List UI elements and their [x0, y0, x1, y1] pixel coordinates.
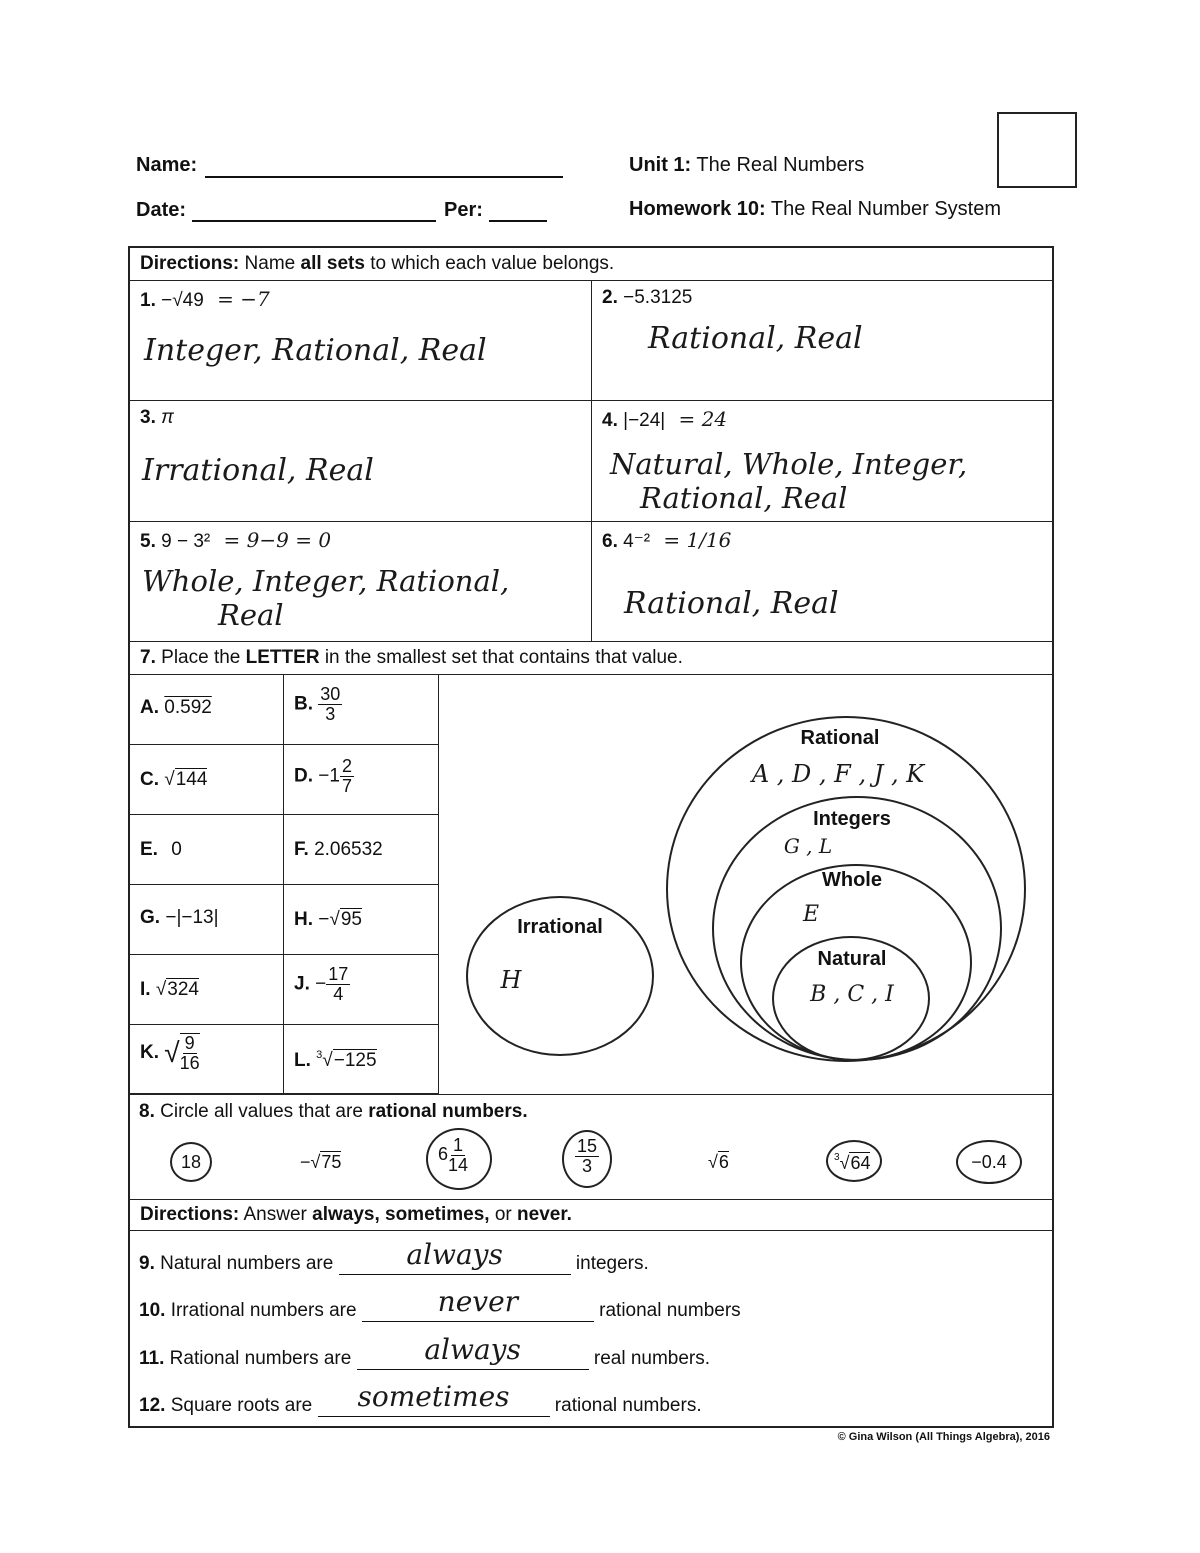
- unit-heading: [629, 154, 864, 177]
- problem-1-number: 1.: [140, 290, 156, 311]
- date-label: Date:: [136, 199, 187, 221]
- problem-4-answer: Natural, Whole, Integer,: [610, 447, 968, 481]
- problem-1-answer: Integer, Rational, Real: [144, 333, 487, 368]
- fill-10: [139, 1285, 741, 1322]
- problem-6-answer: Rational, Real: [624, 586, 839, 621]
- problem-2-number: 2.: [602, 287, 618, 308]
- item-a-value: 0.592: [164, 697, 212, 718]
- q7-text-b: LETTER: [245, 647, 320, 668]
- fill-10-answer-field[interactable]: [362, 1285, 594, 1322]
- date-field[interactable]: [192, 201, 436, 222]
- problem-4-expr: |−24|: [623, 410, 666, 431]
- item-h-value: 95: [340, 909, 362, 930]
- fill-12-suffix: rational numbers.: [554, 1395, 702, 1416]
- problem-5-cell: [129, 521, 592, 642]
- item-j-fraction: $\frac{17}{4}$: [328, 964, 349, 1004]
- fill-10-suffix: rational numbers: [599, 1300, 741, 1321]
- fill-12-number: 12.: [139, 1395, 166, 1416]
- fill-11-answer: always: [424, 1333, 521, 1366]
- q8-value-neg-sqrt-75: −√75: [300, 1152, 342, 1172]
- item-b-letter: B.: [294, 693, 313, 715]
- problem-6-number: 6.: [602, 531, 618, 552]
- item-e-value: 0: [171, 839, 182, 860]
- q8-text-b: rational numbers.: [368, 1101, 528, 1122]
- item-d-fraction: $\frac{2}{7}$: [341, 756, 352, 796]
- q8-value-fraction: $\frac{15}{3}$: [577, 1136, 598, 1176]
- item-k-letter: K.: [140, 1041, 159, 1063]
- item-k-fraction: $\frac{9}{16}$: [179, 1033, 200, 1073]
- period-field[interactable]: [489, 201, 547, 222]
- directions-label: Directions:: [140, 253, 240, 274]
- whole-answers: E: [802, 902, 820, 927]
- q7-item-k: K. √ $\frac{9}{16}$: [129, 1024, 284, 1094]
- q7-item-l: L. $^3$√−125: [283, 1024, 439, 1094]
- fill-9-prefix: Natural numbers are: [160, 1253, 334, 1274]
- directions-text-b: all sets: [300, 253, 365, 274]
- problem-1-work: = −7: [217, 287, 270, 311]
- fill-12: [139, 1380, 702, 1417]
- homework-title: The Real Number System: [770, 198, 1001, 220]
- problem-6-expr: 4⁻²: [623, 531, 651, 552]
- problem-2-cell: [591, 280, 1054, 401]
- item-d-whole: −1: [318, 765, 340, 787]
- fill-11-suffix: real numbers.: [593, 1348, 711, 1369]
- item-l-letter: L.: [294, 1050, 311, 1071]
- directions2-label: Directions:: [140, 1204, 240, 1225]
- item-g-value: −|−13|: [165, 907, 219, 928]
- problem-5-expr: 9 − 3²: [161, 531, 211, 552]
- q7-item-h: H. −√95: [283, 884, 439, 955]
- problem-5-answer-line2: Real: [218, 598, 284, 632]
- item-e-letter: E.: [140, 839, 158, 860]
- q7-item-f: [283, 814, 439, 885]
- directions-text-a: Name: [244, 253, 296, 274]
- natural-label: Natural: [817, 948, 887, 970]
- item-f-value: 2.06532: [314, 839, 383, 860]
- fill-9-answer: always: [406, 1238, 503, 1271]
- problem-6-cell: [591, 521, 1054, 642]
- q7-item-b: [283, 674, 439, 745]
- rational-answers: A , D , F , J , K: [751, 760, 925, 788]
- fill-9-suffix: integers.: [575, 1253, 649, 1274]
- item-l-value: −125: [333, 1050, 377, 1071]
- fill-9-number: 9.: [139, 1253, 155, 1274]
- item-c-letter: C.: [140, 769, 159, 790]
- directions2-text-c: or: [494, 1204, 512, 1225]
- problem-5-work: = 9−9 = 0: [223, 528, 332, 552]
- q8-value-decimal: −0.4: [971, 1152, 1007, 1172]
- directions2-text-b: always, sometimes,: [312, 1204, 490, 1225]
- problem-3-expr: π: [161, 407, 174, 428]
- q8-value-mixed: 6 $\frac{1}{14}$: [438, 1135, 469, 1175]
- q8-value-sqrt-6: √6: [708, 1152, 729, 1172]
- item-a-letter: A.: [140, 697, 159, 718]
- item-f-letter: F.: [294, 839, 309, 860]
- q7-text-a: Place the: [161, 647, 241, 668]
- homework-label: Homework 10:: [629, 198, 766, 220]
- problem-2-answer: Rational, Real: [648, 321, 863, 356]
- fill-12-prefix: Square roots are: [170, 1395, 313, 1416]
- q8-instruction: [139, 1101, 528, 1123]
- item-i-value: 324: [167, 979, 199, 1000]
- problem-4-number: 4.: [602, 410, 618, 431]
- q7-item-d: [283, 744, 439, 815]
- item-c-value: 144: [175, 769, 208, 790]
- problem-4-cell: [591, 400, 1054, 522]
- q7-item-g: [129, 884, 284, 955]
- item-g-letter: G.: [140, 907, 161, 928]
- q7-instruction-row: [129, 641, 1054, 675]
- unit-label: Unit 1:: [629, 154, 692, 176]
- fill-12-answer: sometimes: [357, 1380, 510, 1413]
- problem-4-answer-line2: Rational, Real: [640, 481, 848, 515]
- problem-1-expr: −√49: [161, 290, 204, 311]
- whole-label: Whole: [822, 869, 882, 891]
- q7-item-i: I. √324: [129, 954, 284, 1025]
- fill-10-prefix: Irrational numbers are: [170, 1300, 357, 1321]
- venn-frame: [438, 674, 1054, 1095]
- q7-text-c: in the smallest set that contains that value.: [324, 647, 683, 668]
- directions2-text-d: never.: [517, 1204, 572, 1225]
- directions-text-c: to which each value belongs.: [370, 253, 615, 274]
- q8-number: 8.: [139, 1101, 155, 1122]
- item-d-letter: D.: [294, 765, 313, 787]
- problem-6-work: = 1/16: [663, 528, 732, 552]
- fill-9: [139, 1238, 649, 1275]
- unit-title: The Real Numbers: [696, 154, 865, 176]
- q7-item-j: [283, 954, 439, 1025]
- natural-answers: B , C , I: [810, 982, 894, 1007]
- item-j-letter: J.: [294, 973, 310, 995]
- fill-12-answer-field[interactable]: [318, 1380, 550, 1417]
- problem-5-number: 5.: [140, 531, 156, 552]
- problem-1-cell: [129, 280, 592, 401]
- problem-2-expr: −5.3125: [623, 287, 693, 308]
- fill-10-number: 10.: [139, 1300, 166, 1321]
- irrational-label: Irrational: [517, 916, 603, 938]
- rational-label: Rational: [800, 727, 880, 749]
- q8-value-cbrt-64: $^3$√64: [834, 1152, 871, 1173]
- problem-5-answer: Whole, Integer, Rational,: [142, 564, 510, 598]
- fill-10-answer: never: [437, 1285, 519, 1318]
- sqrt-symbol: √: [164, 769, 175, 790]
- per-label: Per:: [444, 199, 483, 221]
- integers-label: Integers: [813, 808, 891, 830]
- item-b-fraction: $\frac{30}{3}$: [320, 684, 341, 724]
- problem-4-work: = 24: [678, 407, 728, 431]
- directions-row-2: [129, 1199, 1054, 1231]
- item-i-letter: I.: [140, 979, 151, 1000]
- item-h-letter: H.: [294, 909, 313, 930]
- q7-item-e: [129, 814, 284, 885]
- q7-item-a: [129, 674, 284, 745]
- score-box: [997, 112, 1077, 188]
- fill-11: [139, 1333, 711, 1370]
- item-j-sign: −: [315, 973, 327, 995]
- q8-value-18: 18: [180, 1152, 202, 1172]
- homework-heading: [629, 198, 1001, 221]
- name-label: Name:: [136, 154, 198, 176]
- problem-3-answer: Irrational, Real: [142, 453, 374, 488]
- irrational-answers: H: [500, 966, 522, 994]
- q7-number: 7.: [140, 647, 156, 668]
- fill-11-number: 11.: [139, 1348, 165, 1369]
- integers-answers: G , L: [783, 834, 833, 858]
- directions2-text-a: Answer: [243, 1204, 307, 1225]
- fill-11-answer-field[interactable]: [357, 1333, 589, 1370]
- problem-3-cell: [129, 400, 592, 522]
- q7-item-c: [129, 744, 284, 815]
- q8-text-a: Circle all values that are: [160, 1101, 363, 1122]
- copyright-footer: © Gina Wilson (All Things Algebra), 2016: [837, 1431, 1050, 1443]
- problem-3-number: 3.: [140, 407, 156, 428]
- name-field[interactable]: [205, 156, 563, 178]
- fill-9-answer-field[interactable]: [339, 1238, 571, 1275]
- fill-11-prefix: Rational numbers are: [169, 1348, 352, 1369]
- directions-row-1: [129, 246, 1054, 281]
